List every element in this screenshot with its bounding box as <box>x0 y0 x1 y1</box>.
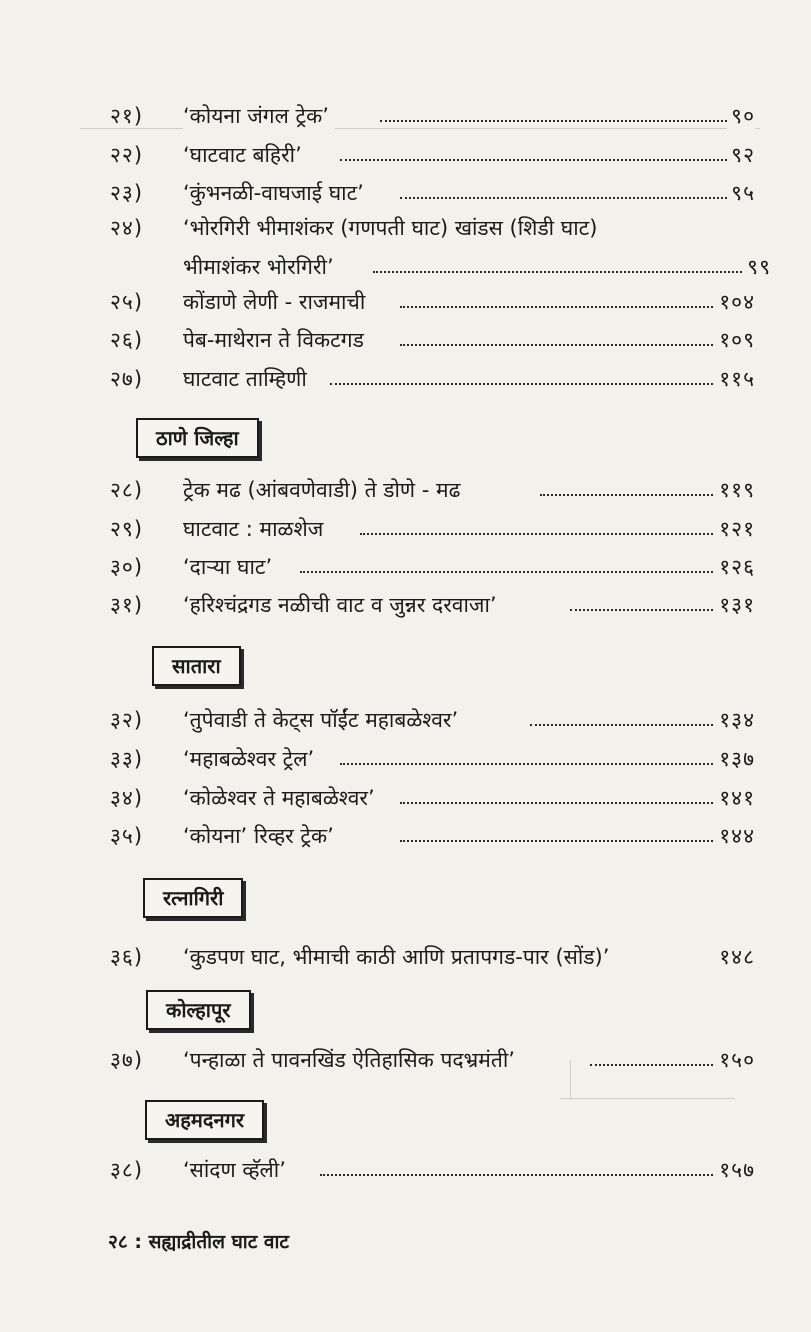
entry-number: २३) <box>110 181 144 205</box>
toc-entry <box>0 173 811 213</box>
entry-number: ३७) <box>110 1048 144 1072</box>
entry-title: ‘कोयना’ रिव्हर ट्रेक’ <box>183 816 340 856</box>
dot-leader <box>400 197 751 199</box>
district-heading-kolhapur: कोल्हापूर <box>146 990 251 1030</box>
entry-title: ‘दाऱ्या घाट’ <box>183 547 278 587</box>
entry-page-number: १०४ <box>715 282 755 322</box>
toc-entry-continuation <box>183 247 771 287</box>
entry-title: ‘पन्हाळा ते पावनखिंड ऐतिहासिक पदभ्रमंती’ <box>183 1040 521 1080</box>
entry-number: २९) <box>110 517 144 541</box>
entry-title: ‘हरिश्चंद्रगड नळीची वाट व जुन्नर दरवाजा’ <box>183 585 503 625</box>
entry-page-number: १२१ <box>715 509 755 549</box>
entry-number: ३१) <box>110 593 144 617</box>
toc-entry <box>0 585 811 625</box>
entry-number: ३५) <box>110 824 144 848</box>
entry-number: ३०) <box>110 555 144 579</box>
district-heading-ahmednagar: अहमदनगर <box>145 1100 264 1140</box>
toc-entry <box>0 816 811 856</box>
entry-title: ‘कुंभनळी-वाघजाई घाट’ <box>183 173 370 213</box>
entry-number: ३४) <box>110 786 144 810</box>
toc-entry <box>0 96 811 136</box>
entry-page-number: १५७ <box>715 1150 755 1190</box>
entry-title: ‘कुडपण घाट, भीमाची काठी आणि प्रतापगड-पार (सोंड)’ <box>183 937 615 977</box>
dot-leader <box>340 159 751 161</box>
toc-entry <box>0 509 811 549</box>
entry-page-number: १५० <box>715 1040 755 1080</box>
toc-entry <box>0 320 811 360</box>
entry-number: २६) <box>110 328 144 352</box>
entry-page-number: १३७ <box>715 739 755 779</box>
entry-number: २१) <box>110 104 144 128</box>
entry-title-continuation: भीमाशंकर भोरगिरी’ <box>183 247 340 287</box>
entry-number: २८) <box>110 478 144 502</box>
toc-entry <box>0 359 811 399</box>
district-heading-satara: सातारा <box>152 646 241 686</box>
toc-entry <box>0 937 811 977</box>
entry-title: ट्रेक मढ (आंबवणेवाडी) ते डोणे - मढ <box>183 470 466 510</box>
toc-entry <box>0 778 811 818</box>
entry-title: ‘भोरगिरी भीमाशंकर (गणपती घाट) खांडस (शिडी घाट) <box>183 208 603 248</box>
dot-leader <box>530 724 745 726</box>
dot-leader <box>400 344 745 346</box>
entry-page-number: १४८ <box>715 937 755 977</box>
entry-page-number: १३१ <box>715 585 755 625</box>
entry-title: ‘महाबळेश्वर ट्रेल’ <box>183 739 320 779</box>
entry-page-number: ११९ <box>715 470 755 510</box>
entry-number: ३६) <box>110 945 144 969</box>
entry-number: २७) <box>110 367 144 391</box>
entry-page-number: ९५ <box>727 173 755 213</box>
district-heading-thane: ठाणे जिल्हा <box>136 418 259 458</box>
entry-page-number: १२६ <box>715 547 755 587</box>
entry-number: २५) <box>110 290 144 314</box>
toc-entry <box>0 208 811 248</box>
dot-leader <box>360 533 745 535</box>
entry-page-number: ९२ <box>727 135 755 175</box>
entry-page-number: १४४ <box>715 816 755 856</box>
toc-entry <box>0 135 811 175</box>
bleed-through-line <box>560 1098 735 1099</box>
entry-title: घाटवाट : माळशेज <box>183 509 329 549</box>
dot-leader <box>320 1174 745 1176</box>
entry-page-number: १०९ <box>715 320 755 360</box>
entry-title: ‘घाटवाट बहिरी’ <box>183 135 308 175</box>
entry-number: २४) <box>110 216 144 240</box>
toc-entry <box>0 739 811 779</box>
entry-number: २२) <box>110 143 144 167</box>
dot-leader <box>373 271 753 273</box>
entry-page-number: १३४ <box>715 700 755 740</box>
district-heading-ratnagiri: रत्नागिरी <box>143 878 243 918</box>
dot-leader <box>400 802 745 804</box>
dot-leader <box>400 840 745 842</box>
entry-title: ‘तुपेवाडी ते केट्स पॉईंट महाबळेश्वर’ <box>183 700 464 740</box>
toc-entry <box>0 1150 811 1190</box>
entry-page-number: ९९ <box>743 247 771 287</box>
dot-leader <box>380 120 751 122</box>
dot-leader <box>300 571 745 573</box>
entry-title: घाटवाट ताम्हिणी <box>183 359 313 399</box>
entry-title: ‘कोयना जंगल ट्रेक’ <box>183 96 335 136</box>
toc-entry <box>0 547 811 587</box>
toc-entry <box>0 282 811 322</box>
page-footer: २८ : सह्याद्रीतील घाट वाट <box>108 1231 289 1253</box>
entry-page-number: ११५ <box>715 359 755 399</box>
entry-title: पेब-माथेरान ते विकटगड <box>183 320 370 360</box>
entry-title: ‘सांदण व्हॅली’ <box>183 1150 292 1190</box>
toc-entry <box>0 470 811 510</box>
entry-number: ३३) <box>110 747 144 771</box>
toc-entry <box>0 700 811 740</box>
entry-title: ‘कोळेश्वर ते महाबळेश्वर’ <box>183 778 381 818</box>
dot-leader <box>340 763 745 765</box>
entry-title: कोंडाणे लेणी - राजमाची <box>183 282 371 322</box>
entry-number: ३८) <box>110 1158 144 1182</box>
entry-page-number: १४१ <box>715 778 755 818</box>
dot-leader <box>330 383 745 385</box>
dot-leader <box>400 306 745 308</box>
entry-number: ३२) <box>110 708 144 732</box>
entry-page-number: ९० <box>727 96 755 136</box>
toc-entry <box>0 1040 811 1080</box>
